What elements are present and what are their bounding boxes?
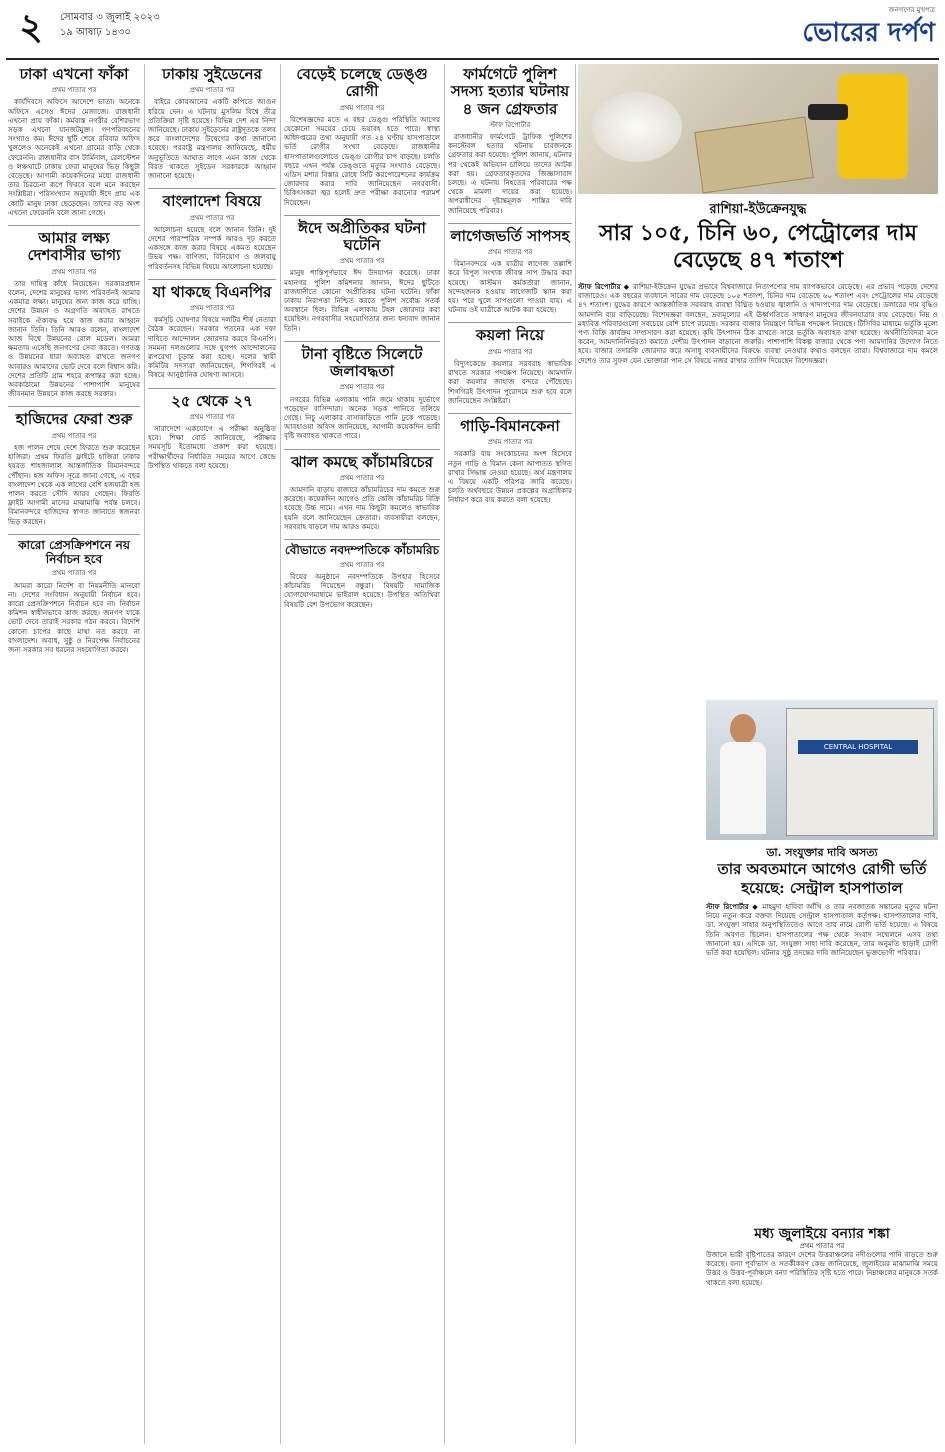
- article-headline: ফার্মগেটে পুলিশ সদস্য হত্যার ঘটনায় ৪ জন গ্রেফতার: [450, 65, 570, 118]
- column-rule: [575, 64, 576, 1444]
- dateline: [60, 10, 160, 40]
- article-coal: [448, 327, 572, 404]
- divider: [448, 413, 572, 414]
- fuel-pump-icon: [838, 74, 908, 179]
- article-chili-gift: [284, 544, 440, 609]
- article-byline: প্রথম পাতার পর: [339, 383, 385, 392]
- date-bangla: ১৯ আষাঢ় ১৪৩০: [60, 27, 131, 38]
- column-rule: [280, 64, 281, 1444]
- brand-logo: ভোরের দর্পণ: [802, 18, 935, 48]
- lead-headline: সার ১০৫, চিনি ৬০, পেট্রোলের দাম বেড়েছে ৪৭ শতাংশ: [599, 220, 917, 273]
- article-dhaka-empty: [8, 66, 140, 217]
- article-body: হজ পালন শেষে দেশে ফিরতে শুরু করেছেন হাজিরা। প্রথম ফিরতি ফ্লাইটে হাজিরা ঢাকার হযরত শাহজালাল আন্তর্জাতিক বিমানবন্দরে পৌঁছান। হজ অফিস সূত্রে জানা গেছে, এ বছর বাংলাদেশ থেকে এক লাখের বেশি হজযাত্রী হজ পালন করতে সৌদি আরব গেছেন। ফিরতি ফ্লাইট আগামী মাসের মাঝামাঝি পর্যন্ত চলবে। বিমানবন্দরে হাজিদের স্বাগত জানাতে স্বজনরা ভিড় করছেন।: [8, 442, 140, 526]
- hospital-building: [786, 708, 934, 836]
- hospital-sign: CENTRAL HOSPITAL: [798, 740, 918, 754]
- date-gregorian: সোমবার ৩ জুলাই ২০২৩: [60, 12, 160, 23]
- lead-body: স্টাফ রিপোর্টার ◆ রাশিয়া-ইউক্রেন যুদ্ধের প্রভাবে বিশ্ববাজারে নিত্যপণ্যের দাম ব্যাপকভাবে বেড়েছে। এর প্রভাব পড়েছে দেশের বাজারেও। এক বছরের ব্যবধানে সারের দাম বেড়েছে ১০৫ শতাংশ, চিনির দাম বেড়েছে ৬০ শতাংশ এবং পেট্রোলের দাম বেড়েছে ৪৭ শতাংশ। যুদ্ধের কারণে আন্তর্জাতিক সরবরাহ ব্যবস্থা বিঘ্নিত হওয়ায় জ্বালানি ও খাদ্যপণ্যের দাম বেড়েছে। ডলারের দাম বৃদ্ধিও আমদানি ব্যয় বাড়িয়েছে। বিশেষজ্ঞরা বলছেন, দ্রব্যমূল্যের এই ঊর্ধ্বগতিতে সাধারণ মানুষের জীবনযাত্রার ব্যয় বেড়েছে। নিম্ন ও মধ্যবিত্ত পরিবারগুলো সবচেয়ে বেশি চাপে রয়েছে। সরকার বাজার নিয়ন্ত্রণে বিভিন্ন পদক্ষেপ নিয়েছে। টিসিবির মাধ্যমে ভর্তুকি মূল্যে পণ্য বিক্রি কার্যক্রম সম্প্রসারণ করা হয়েছে। কৃষি উৎপাদন ঠিক রাখতে সারে ভর্তুকি অব্যাহত রাখা হয়েছে। অর্থনীতিবিদরা মনে করেন, আমদানিনির্ভরতা কমাতে দেশীয় উৎপাদন বাড়ানো জরুরি। পাশাপাশি বিকল্প বাজার থেকে পণ্য আমদানির উদ্যোগ নিতে হবে। বাজার তদারকি জোরদার করে অসাধু ব্যবসায়ীদের বিরুদ্ধে ব্যবস্থা নেওয়ার কথাও বলছেন তারা। বিশ্ববাজারে দাম কমলে দেশেও তার সুফল যেন ভোক্তারা পান সে বিষয়ে নজর রাখার তাগিদ দিয়েছেন বিশেষজ্ঞরা।: [578, 282, 938, 365]
- article-luggage-snakes: [448, 228, 572, 315]
- masthead: [0, 0, 945, 62]
- doctor-photo: [706, 700, 938, 840]
- article-byline: প্রথম পাতার পর: [339, 257, 385, 266]
- divider: [284, 449, 440, 450]
- article-byline: স্টাফ রিপোর্টার: [489, 120, 531, 129]
- sugar-fuel-photo: [578, 64, 938, 194]
- hospital-byline: স্টাফ রিপোর্টার: [706, 902, 749, 911]
- article-sylhet-waterlogging: [284, 346, 440, 441]
- article-byline: প্রথম পাতার পর: [189, 304, 235, 312]
- column-4: [448, 64, 572, 1444]
- article-body: কর্মসূচি ঘোষণার বিষয়ে দলটির শীর্ষ নেতারা বৈঠক করেছেন। সরকার পতনের এক দফা দাবিতে আন্দোলন জোরদার করবে বিএনপি। সমমনা দলগুলোর সঙ্গে যুগপৎ আন্দোলনের রূপরেখা চূড়ান্ত করা হচ্ছে। দলের স্থায়ী কমিটির সদস্যরা জানিয়েছেন, শিগগিরই এ বিষয়ে আনুষ্ঠানিক ঘোষণা আসবে।: [148, 315, 276, 380]
- article-byline: প্রথম পাতার পর: [51, 267, 97, 276]
- article-body: বিশেষজ্ঞদের মতে এ বছর ডেঙ্গু পরিস্থিতি আগের যেকোনো সময়ের চেয়ে ভয়াবহ হতে পারে। স্বাস্থ্য অধিদপ্তরের তথ্য অনুযায়ী গত ২৪ ঘণ্টায় হাসপাতালে ভর্তি রোগীর সংখ্যা বেড়েছে। রাজধানীর হাসপাতালগুলোতে ডেঙ্গু রোগীর চাপ বাড়ছে। চলতি বছরে এখন পর্যন্ত ডেঙ্গুতে মৃত্যুর সংখ্যাও বেড়েছে। এডিস মশার বিস্তার রোধে সিটি করপোরেশনের কার্যক্রম জোরদার করার দাবি জানিয়েছেন নগরবাসী। চিকিৎসকরা জ্বর হলেই দ্রুত পরীক্ষা করানোর পরামর্শ দিয়েছেন।: [284, 114, 440, 207]
- article-byline: প্রথম পাতার পর: [189, 86, 235, 95]
- article-25-to-27: [148, 393, 276, 470]
- article-body: সরকারি ব্যয় সংকোচনের অংশ হিসেবে নতুন গাড়ি ও বিমান কেনা আপাতত স্থগিত রাখার সিদ্ধান্ত নেওয়া হয়েছে। অর্থ মন্ত্রণালয় এ বিষয়ে একটি পরিপত্র জারি করেছে। চলতি অর্থবছরে উন্নয়ন প্রকল্পের অগ্রাধিকার নির্ধারণ করে ব্যয় করতে বলা হয়েছে।: [448, 449, 572, 505]
- article-headline: আমার লক্ষ্য দেশবাসীর ভাগ্য: [27, 229, 121, 265]
- article-eid-peaceful: [284, 220, 440, 333]
- divider: [8, 534, 140, 535]
- article-body: রাজধানীর ফার্মগেটে ট্রাফিক পুলিশের কনস্টেবল হত্যার ঘটনায় চারজনকে গ্রেফতার করা হয়েছে। পুলিশ জানায়, ঘটনার পর থেকেই অভিযান চালিয়ে তাদের আটক করা হয়। গ্রেফতারকৃতদের জিজ্ঞাসাবাদ চলছে। এ ঘটনায় নিহতের পরিবারের পক্ষ থেকে মামলা দায়ের করা হয়েছে। অপরাধীদের দৃষ্টান্তমূলক শাস্তির দাবি জানিয়েছে পরিবার।: [448, 131, 572, 215]
- brand-tagline: জনগণের মুখপত্র: [888, 6, 935, 14]
- article-headline: ঝাল কমছে কাঁচামরিচের: [291, 452, 433, 471]
- article-headline: ঢাকা এখনো ফাঁকা: [19, 65, 129, 83]
- article-byline: প্রথম পাতার পর: [189, 213, 235, 222]
- article-byline: প্রথম পাতার পর: [487, 347, 533, 356]
- article-body: বিমানবন্দরে এক যাত্রীর লাগেজ তল্লাশি করে বিপুল সংখ্যক জীবন্ত সাপ উদ্ধার করা হয়েছে। কাস্টমস কর্মকর্তারা জানান, সন্দেহজনক হওয়ায় লাগেজটি স্ক্যান করা হয়। পরে খুলে সাপগুলো পাওয়া যায়। এ ঘটনায় ওই যাত্রীকে আটক করা হয়েছে।: [448, 259, 572, 315]
- divider: [284, 341, 440, 342]
- article-bnp: [148, 284, 276, 380]
- article-green-chili: [284, 454, 440, 531]
- article-headline: গাড়ি-বিমানকেনা: [460, 416, 560, 435]
- lead-text: রাশিয়া-ইউক্রেন যুদ্ধের প্রভাবে বিশ্ববাজারে নিত্যপণ্যের দাম ব্যাপকভাবে বেড়েছে। এর প্রভাব পড়েছে দেশের বাজারেও। এক বছরের ব্যবধানে সারের দাম বেড়েছে ১০৫ শতাংশ, চিনির দাম বেড়েছে ৬০ শতাংশ এবং পেট্রোলের দাম বেড়েছে ৪৭ শতাংশ। যুদ্ধের কারণে আন্তর্জাতিক সরবরাহ ব্যবস্থা বিঘ্নিত হওয়ায় জ্বালানি ও খাদ্যপণ্যের দাম বেড়েছে। ডলারের দাম বৃদ্ধিও আমদানি ব্যয় বাড়িয়েছে। বিশেষজ্ঞরা বলছেন, দ্রব্যমূল্যের এই ঊর্ধ্বগতিতে সাধারণ মানুষের জীবনযাত্রার ব্যয় বেড়েছে। নিম্ন ও মধ্যবিত্ত পরিবারগুলো সবচেয়ে বেশি চাপে রয়েছে। সরকার বাজার নিয়ন্ত্রণে বিভিন্ন পদক্ষেপ নিয়েছে। টিসিবির মাধ্যমে ভর্তুকি মূল্যে পণ্য বিক্রি কার্যক্রম সম্প্রসারণ করা হয়েছে। কৃষি উৎপাদন ঠিক রাখতে সারে ভর্তুকি অব্যাহত রাখা হয়েছে। অর্থনীতিবিদরা মনে করেন, আমদানিনির্ভরতা কমাতে দেশীয় উৎপাদন বাড়ানো জরুরি। পাশাপাশি বিকল্প বাজার থেকে পণ্য আমদানির উদ্যোগ নিতে হবে। বাজার তদারকি জোরদার করে অসাধু ব্যবসায়ীদের বিরুদ্ধে ব্যবস্থা নেওয়ার কথাও বলছেন তারা। বিশ্ববাজারে দাম কমলে দেশেও তার সুফল যেন ভোক্তারা পান সে বিষয়ে নজর রাখার তাগিদ দিয়েছেন বিশেষজ্ঞরা।: [578, 282, 938, 365]
- lead-kicker: রাশিয়া-ইউক্রেনযুদ্ধ: [709, 202, 807, 217]
- article-headline: টানা বৃষ্টিতে সিলেটে জলাবদ্ধতা: [301, 344, 423, 381]
- article-body: আমদানি বাড়ায় বাজারে কাঁচামরিচের দাম কমতে শুরু করেছে। কয়েকদিন আগেও প্রতি কেজি কাঁচামরিচ বিক্রি হয়েছে উচ্চ দামে। এখন দাম কিছুটা কমলেও স্বাভাবিক হয়নি বলে জানিয়েছেন ক্রেতারা। ব্যবসায়ীরা বলছেন, সরবরাহ বাড়লে দাম আরও কমবে।: [284, 485, 440, 531]
- article-body: আলোচনা হয়েছে বলে জানান তিনি। দুই দেশের পারস্পরিক সম্পর্ক আরও দৃঢ় করতে একসঙ্গে কাজ করার বিষয়ে একমত হয়েছেন উভয় পক্ষ। বাণিজ্য, বিনিয়োগ ও জলবায়ু পরিবর্তনসহ বিভিন্ন বিষয়ে আলোচনা হয়েছে।: [148, 224, 276, 271]
- article-body: নগরের বিভিন্ন এলাকায় পানি জমে থাকায় দুর্ভোগে পড়েছেন বাসিন্দারা। অনেক সড়ক পানিতে তলিয়ে গেছে। নিচু এলাকার বাসাবাড়িতে পানি ঢুকে পড়েছে। আবহাওয়া অফিস জানিয়েছে, আগামী কয়েকদিন ভারী বৃষ্টি অব্যাহত থাকতে পারে।: [284, 394, 440, 441]
- article-headline: বেড়েই চলেছে ডেঙ্গু রোগী: [296, 65, 428, 101]
- fuel-nozzle: [808, 104, 848, 120]
- article-body: সারাদেশে একযোগে এ পরীক্ষা অনুষ্ঠিত হবে। শিক্ষা বোর্ড জানিয়েছে, পরীক্ষার সময়সূচি ইতোমধ্যে প্রকাশ করা হয়েছে। পরীক্ষার্থীদের নির্ধারিত সময়ের আগে কেন্দ্রে উপস্থিত থাকতে বলা হয়েছে।: [148, 424, 276, 470]
- article-byline: প্রথম পাতার পর: [487, 438, 533, 447]
- article-byline: প্রথম পাতার পর: [487, 248, 533, 257]
- article-farmgate-police: [448, 66, 572, 215]
- divider: [148, 188, 276, 189]
- hospital-body: স্টাফ রিপোর্টার ◆ মাহমুদা হাবিবা আঁখি ও তার নবজাতক সন্তানের মৃত্যুর ঘটনা নিয়ে নতুন করে বক্তব্য দিয়েছে সেন্ট্রাল হাসপাতাল কর্তৃপক্ষ। হাসপাতালের দাবি, ডা. সংযুক্তা সাহার অনুপস্থিতিতেও আগে তার নামে রোগী ভর্তি হয়েছে। এ বিষয়ে তিনি অবগত ছিলেন। হাসপাতালের পক্ষ থেকে সংবাদ সম্মেলনে এসব তথ্য জানানো হয়। এদিকে ডা. সংযুক্তা সাহা দাবি করেছেন, তার অনুমতি ছাড়াই রোগী ভর্তি করা হয়েছিল। ঘটনার সুষ্ঠু তদন্তের দাবি জানিয়েছেন ভুক্তভোগী পরিবার।: [706, 902, 938, 958]
- article-body: মানুষ শান্তিপূর্ণভাবে ঈদ উদযাপন করেছে। ঢাকা মহানগর পুলিশ কমিশনার জানান, ঈদের ছুটিতে রাজধানীতে কোনো অপ্রীতিকর ঘটনা ঘটেনি। ফাঁকা ঢাকায় নিরাপত্তা নিশ্চিত করতে পুলিশ সর্বোচ্চ সতর্ক অবস্থানে ছিল। বিভিন্ন এলাকায় টহল জোরদার করা হয়েছিল। নগরবাসীর সহযোগিতার জন্য ধন্যবাদ জানান তিনি।: [284, 268, 440, 333]
- flood-headline: মধ্য জুলাইয়ে বন্যার শঙ্কা: [754, 1226, 890, 1242]
- divider: [284, 215, 440, 216]
- article-headline: ঈদে অপ্রীতিকর ঘটনা ঘটেনি: [298, 218, 426, 254]
- article-bangladesh-issue: [148, 193, 276, 270]
- hospital-story-photo: [706, 700, 938, 840]
- article-byline: প্রথম পাতার পর: [189, 412, 235, 421]
- article-headline: কয়লা নিয়ে: [475, 326, 545, 345]
- article-dengue: [284, 66, 440, 207]
- divider: [148, 388, 276, 389]
- article-body: কার্যদিবসে অফিসে আদেশে ভাতা। অনেকে অফিসে এসেও ঈদের মেজাজে। রাজধানী এখনো প্রায় ফাঁকা। কর্মব্যস্ত নগরীর বেশিরভাগ সড়ক এখনো যানজটমুক্ত। গণপরিবহনের সংখ্যাও কম। ঈদের ছুটি শেষে রবিবার অফিস খুললেও অনেকেই এখনো গ্রামের বাড়ি থেকে ফেরেননি। রাজধানীর বাস টার্মিনাল, রেলস্টেশন ও লঞ্চঘাটে ঢাকায় ফেরা মানুষের ভিড় কিছুটা বেড়েছে। আগামী কয়েকদিনের মধ্যে রাজধানী তার চিরচেনা রূপে ফিরবে বলে মনে করছেন সংশ্লিষ্টরা। পরিসংখ্যান অনুযায়ী ঈদে প্রায় এক কোটি মানুষ ঢাকা ছেড়েছেন। তাদের বড় অংশ এখনো ফেরেননি বলে জানা গেছে।: [8, 97, 140, 217]
- article-sweden: [148, 66, 276, 180]
- column-rule: [144, 64, 145, 1444]
- doctor-figure: [720, 714, 766, 834]
- article-car-plane-purchase: [448, 418, 572, 505]
- newspaper-brand: [735, 4, 935, 56]
- article-headline: বৌভাতে নবদম্পতিকে কাঁচামরিচ: [284, 543, 440, 558]
- article-byline: প্রথম পাতার পর: [51, 86, 97, 95]
- column-1: [8, 64, 140, 1444]
- column-3: [284, 64, 440, 1444]
- sugar-pile: [592, 92, 682, 162]
- column-rule: [444, 64, 445, 1444]
- divider: [8, 406, 140, 407]
- column-2: [148, 64, 276, 1444]
- lead-byline: স্টাফ রিপোর্টার: [578, 282, 621, 291]
- article-hajj-return: [8, 411, 140, 525]
- article-headline: বাংলাদেশ বিষয়ে: [162, 192, 262, 211]
- article-byline: প্রথম পাতার পর: [51, 431, 97, 440]
- page-number: ২: [19, 7, 43, 48]
- article-body: বাইরে কোরআনের একটি কপিতে আগুন ধরিয়ে দেন। এ ঘটনায় মুসলিম বিশ্বে তীব্র প্রতিক্রিয়া সৃষ্টি হয়েছে। বিভিন্ন দেশ এর নিন্দা জানিয়েছে। ঢাকায় সুইডেনের রাষ্ট্রদূতকে তলব করে বাংলাদেশের উদ্বেগের কথা জানানো হয়েছে। পররাষ্ট্র মন্ত্রণালয় জানিয়েছে, ধর্মীয় অনুভূতিতে আঘাত লাগে এমন কাজ থেকে বিরত থাকতে সুইডেন সরকারকে আহ্বান জানানো হয়েছে।: [148, 97, 276, 181]
- lead-story: [578, 64, 938, 694]
- divider: [448, 223, 572, 224]
- divider: [148, 279, 276, 280]
- article-body: বিয়ের অনুষ্ঠানে নবদম্পতিকে উপহার হিসেবে কাঁচামরিচ দিয়েছেন বন্ধুরা। বিষয়টি সামাজিক যোগাযোগমাধ্যমে ভাইরাল হয়েছে। উপস্থিত অতিথিরা বিষয়টি বেশ উপভোগ করেছেন।: [284, 572, 440, 609]
- article-body: আমরা কারো নির্দেশ বা নিয়মনীতি মানবো না। দেশের সংবিধান অনুযায়ী নির্বাচন হবে। কারো প্রেসক্রিপশনে নির্বাচন হবে না। নির্বাচন কমিশন স্বাধীনভাবে কাজ করছে। জনগণ যাকে ভোট দেবে তারাই সরকার গঠন করবে। বিদেশি কোনো চাপের কাছে মাথা নত করবে না বাংলাদেশ। অবাধ, সুষ্ঠু ও নিরপেক্ষ নির্বাচনের জন্য সরকার সব ধরনের সহযোগিতা করবে।: [8, 580, 140, 654]
- article-headline: লাগেজভর্তি সাপসহ: [450, 226, 570, 245]
- banknotes: [694, 117, 814, 194]
- article-byline: প্রথম পাতার পর: [339, 473, 385, 482]
- article-citizen-fate: [8, 230, 140, 398]
- hospital-headline: তার অবতমানে আগেও রোগী ভর্তি হয়েছে: সেন্ট্রাল হাসপাতাল: [717, 860, 927, 897]
- masthead-rule: [6, 58, 939, 60]
- divider: [8, 225, 140, 226]
- divider: [284, 539, 440, 540]
- article-headline: ২৫ থেকে ২৭: [171, 391, 253, 410]
- article-headline: কারো প্রেসক্রিপশনে নয় নির্বাচন হবে: [18, 537, 130, 566]
- article-body: তার দায়িত্ব কাঁধে নিয়েছেন। সরকারপ্রধান বলেন, দেশের মানুষের ভাগ্য পরিবর্তনই আমার একমাত্র লক্ষ্য। মানুষের জন্য কাজ করে যাচ্ছি। দেশের উন্নয়ন ও অগ্রগতি অব্যাহত রাখতে সবাইকে ঐক্যবদ্ধ হয়ে কাজ করার আহ্বান জানান তিনি। তিনি আরও বলেন, বাংলাদেশ আজ বিশ্বে উন্নয়নের রোল মডেল। আমরা ক্ষমতায় এসেছি জনগণের সেবা করতে। গণতন্ত্র ও উন্নয়নের ধারা অব্যাহত রাখতে জনগণ আবারও আমাদের ভোট দেবে বলে বিশ্বাস করি। দেশের প্রতিটি গ্রাম শহরে রূপান্তর করা হচ্ছে। অবকাঠামো উন্নয়নের পাশাপাশি মানুষের জীবনমান উন্নয়নে কাজ করছে সরকার।: [8, 278, 140, 399]
- photo-caption: ডা. সংযুক্তার দাবি অসত্য: [766, 846, 878, 859]
- article-headline: যা থাকছে বিএনপির: [152, 282, 272, 301]
- flood-byline: প্রথম পাতার পর: [799, 1242, 845, 1250]
- flood-body: উজানে ভারী বৃষ্টিপাতের কারণে দেশের উত্তরাঞ্চলের নদীগুলোর পানি বাড়তে শুরু করেছে। বন্যা পূর্বাভাস ও সতর্কীকরণ কেন্দ্র জানিয়েছে, জুলাইয়ের মাঝামাঝি সময়ে উত্তর ও উত্তর-পূর্বাঞ্চলে বন্যা পরিস্থিতির সৃষ্টি হতে পারে। নিম্নাঞ্চলের মানুষকে সতর্ক থাকতে বলা হয়েছে।: [706, 1250, 938, 1287]
- article-byline: প্রথম পাতার পর: [339, 103, 385, 112]
- article-headline: ঢাকায় সুইডেনের: [162, 65, 262, 83]
- article-headline: হাজিদের ফেরা শুরু: [15, 410, 133, 429]
- hospital-text: মাহমুদা হাবিবা আঁখি ও তার নবজাতক সন্তানের মৃত্যুর ঘটনা নিয়ে নতুন করে বক্তব্য দিয়েছে সেন্ট্রাল হাসপাতাল কর্তৃপক্ষ। হাসপাতালের দাবি, ডা. সংযুক্তা সাহার অনুপস্থিতিতেও আগে তার নামে রোগী ভর্তি হয়েছে। এ বিষয়ে তিনি অবগত ছিলেন। হাসপাতালের পক্ষ থেকে সংবাদ সম্মেলনে এসব তথ্য জানানো হয়। এদিকে ডা. সংযুক্তা সাহা দাবি করেছেন, তার অনুমতি ছাড়াই রোগী ভর্তি করা হয়েছিল। ঘটনার সুষ্ঠু তদন্তের দাবি জানিয়েছেন ভুক্তভোগী পরিবার।: [706, 902, 938, 958]
- article-byline: প্রথম পাতার পর: [339, 560, 385, 569]
- divider: [448, 322, 572, 323]
- article-body: বিদ্যুৎকেন্দ্রে কয়লার সরবরাহ স্বাভাবিক রাখতে সরকার পদক্ষেপ নিয়েছে। আমদানি করা কয়লার জাহাজ বন্দরে পৌঁছেছে। শিগগিরই উৎপাদন পুরোদমে শুরু হবে বলে জানিয়েছেন সংশ্লিষ্টরা।: [448, 358, 572, 405]
- article-byline: প্রথম পাতার পর: [51, 569, 97, 578]
- article-election: [8, 539, 140, 654]
